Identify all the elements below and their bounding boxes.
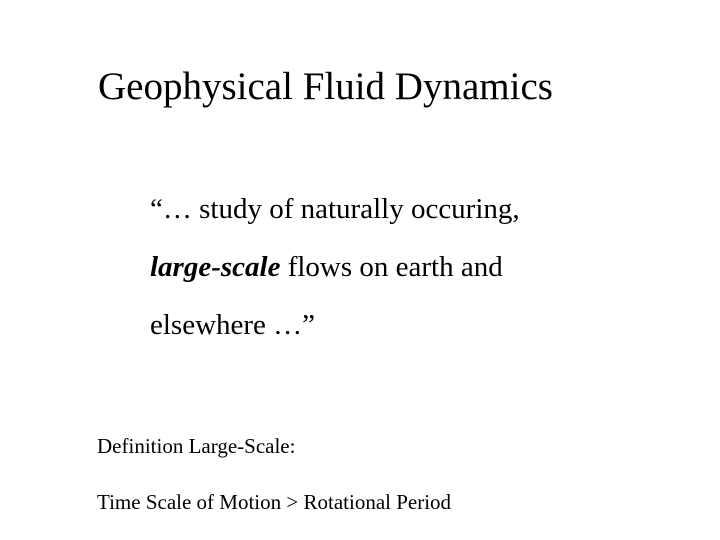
definition-quote (150, 180, 670, 354)
quote-emphasis: large-scale (150, 251, 281, 283)
definition-text: Time Scale of Motion > Rotational Period (97, 490, 452, 514)
quote-line-1: “… study of naturally occuring, (150, 193, 520, 225)
quote-line-2-rest: flows on earth and (280, 251, 503, 283)
quote-line-3: elsewhere …” (150, 309, 316, 341)
slide-title: Geophysical Fluid Dynamics (98, 65, 553, 108)
definition-heading: Definition Large-Scale: (97, 434, 296, 458)
quote-line-2 (150, 238, 670, 296)
